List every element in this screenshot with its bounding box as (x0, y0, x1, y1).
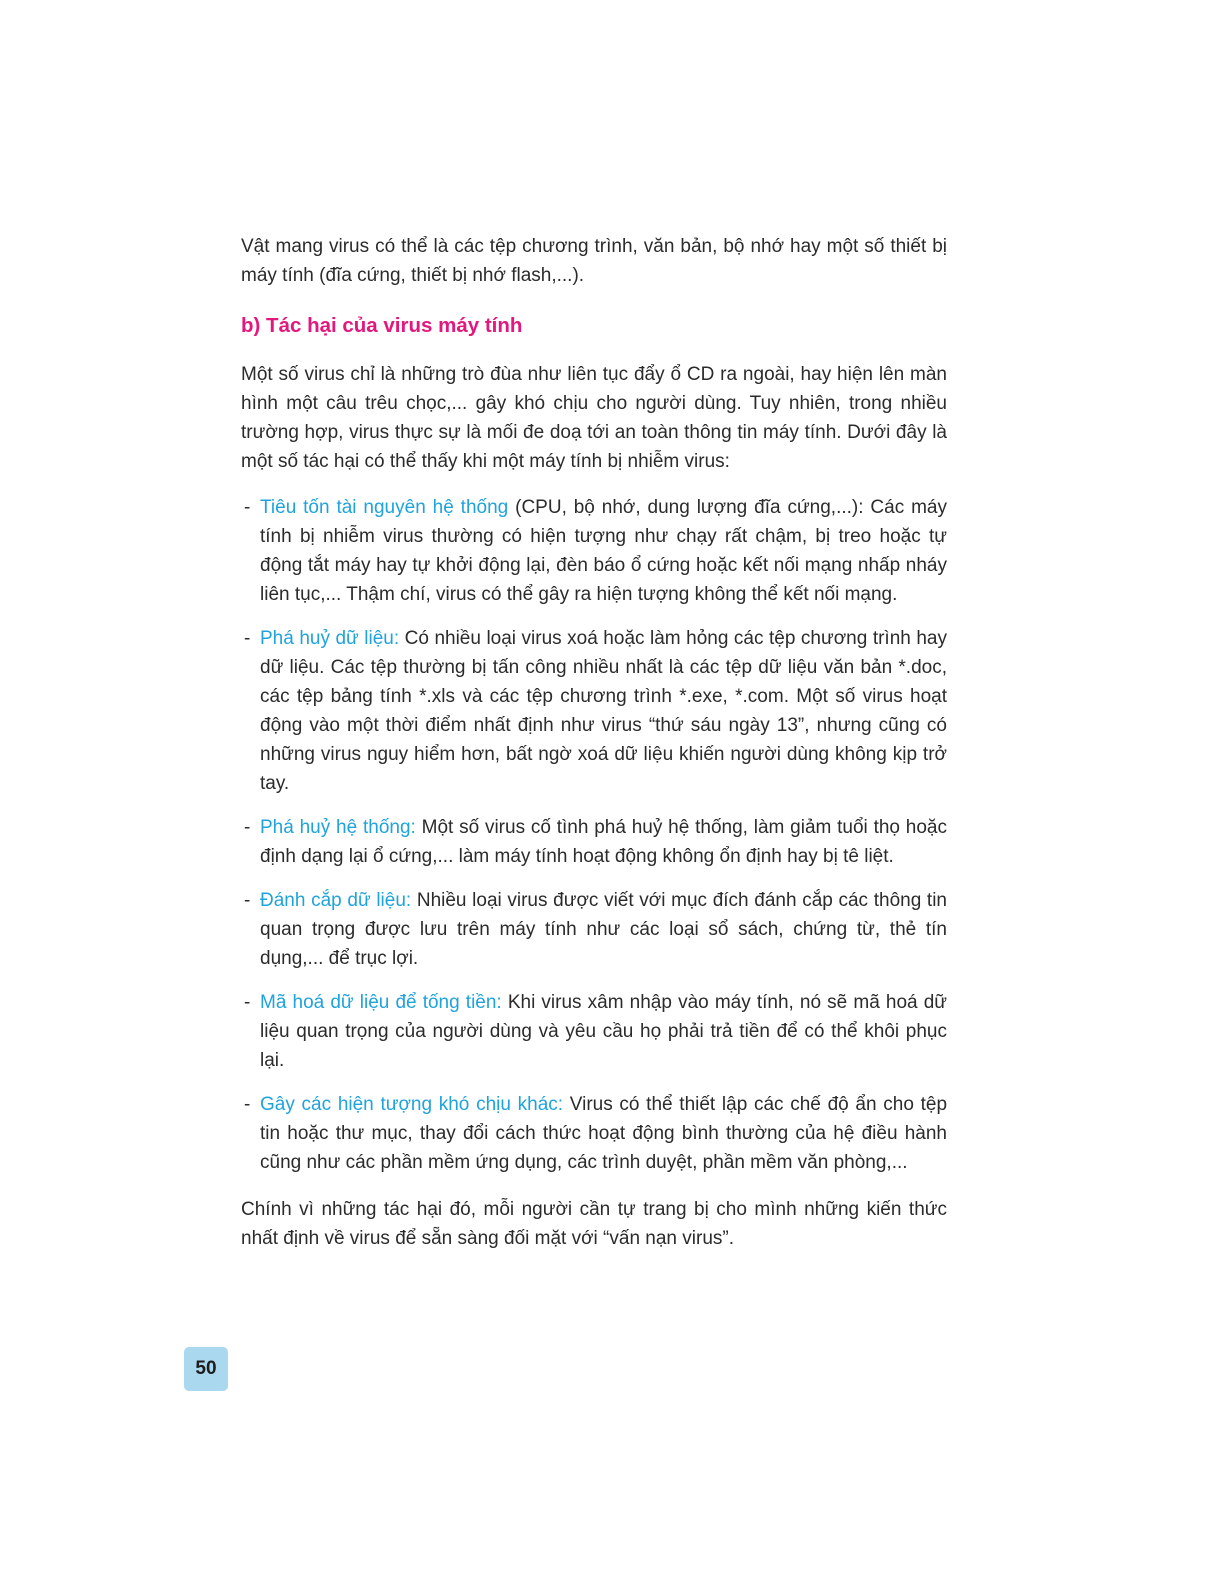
bullet-item-other-annoyances (241, 1090, 947, 1177)
page-content (241, 232, 947, 1253)
intro-paragraph: Một số virus chỉ là những trò đùa như liên tục đẩy ổ CD ra ngoài, hay hiện lên màn hình một câu trêu chọc,... gây khó chịu cho người dùng. Tuy nhiên, trong nhiều trường hợp, virus thực sự là mối đe doạ tới an toàn thông tin máy tính. Dưới đây là một số tác hại có thể thấy khi một máy tính bị nhiễm virus: (241, 364, 947, 472)
bullet-dash: - (244, 817, 251, 838)
closing-paragraph: Chính vì những tác hại đó, mỗi người cần tự trang bị cho mình những kiến thức nhất định về virus để sẵn sàng đối mặt với “vấn nạn virus”. (241, 1199, 947, 1249)
bullet-dash: - (244, 890, 251, 911)
bullet-text: Nhiều loại virus được viết với mục đích đánh cắp các thông tin quan trọng được lưu trên máy tính như các loại sổ sách, chứng từ, thẻ tín dụng,... để trục lợi. (260, 890, 947, 969)
bullet-term: Phá huỷ dữ liệu: (260, 628, 400, 649)
bullet-term: Tiêu tốn tài nguyên hệ thống (260, 497, 509, 518)
bullet-term: Mã hoá dữ liệu để tống tiền: (260, 992, 502, 1013)
bullet-item-ransomware (241, 988, 947, 1075)
bullet-item-data-destruction (241, 624, 947, 798)
bullet-text: (CPU, bộ nhớ, dung lượng đĩa cứng,...): Các máy tính bị nhiễm virus thường có hiện tượng như chạy rất chậm, bị treo hoặc tự động tắt máy hay tự khởi động lại, đèn báo ổ cứng hoặc kết nối mạng nhấp nháy liên tục,... Thậm chí, virus có thể gây ra hiện tượng không thể kết nối mạng. (260, 497, 947, 605)
bullet-item-system-destruction (241, 813, 947, 871)
bullet-text: Virus có thể thiết lập các chế độ ẩn cho tệp tin hoặc thư mục, thay đổi cách thức hoạt động bình thường của hệ điều hành cũng như các phần mềm ứng dụng, các trình duyệt, phần mềm văn phòng,... (260, 1094, 948, 1173)
bullet-item-data-theft (241, 886, 947, 973)
page-number-badge (184, 1347, 228, 1391)
bullet-term: Đánh cắp dữ liệu: (260, 890, 412, 911)
bullet-text: Khi virus xâm nhập vào máy tính, nó sẽ mã hoá dữ liệu quan trọng của người dùng và yêu cầu họ phải trả tiền để có thể khôi phục lại. (260, 992, 947, 1071)
bullet-text: Có nhiều loại virus xoá hoặc làm hỏng các tệp chương trình hay dữ liệu. Các tệp thường bị tấn công nhiều nhất là các tệp dữ liệu văn bản *.doc, các tệp bảng tính *.xls và các tệp chương trình *.exe, *.com. Một số virus hoạt động vào một thời điểm nhất định như virus “thứ sáu ngày 13”, nhưng cũng có những virus nguy hiểm hơn, bất ngờ xoá dữ liệu khiến người dùng không kịp trở tay. (260, 628, 947, 794)
intro-continuation: Vật mang virus có thể là các tệp chương trình, văn bản, bộ nhớ hay một số thiết bị máy tính (đĩa cứng, thiết bị nhớ flash,...). (241, 236, 947, 286)
page-number: 50 (195, 1358, 217, 1379)
bullet-item-resource-consumption (241, 493, 947, 609)
bullet-dash: - (244, 1094, 251, 1115)
bullet-text: Một số virus cố tình phá huỷ hệ thống, làm giảm tuổi thọ hoặc định dạng lại ổ cứng,... làm máy tính hoạt động không ổn định hay bị tê liệt. (260, 817, 947, 867)
bullet-dash: - (244, 497, 251, 518)
bullet-dash: - (244, 992, 251, 1013)
bullet-dash: - (244, 628, 251, 649)
bullet-term: Phá huỷ hệ thống: (260, 817, 416, 838)
section-heading: b) Tác hại của virus máy tính (241, 314, 523, 337)
bullet-term: Gây các hiện tượng khó chịu khác: (260, 1094, 564, 1115)
